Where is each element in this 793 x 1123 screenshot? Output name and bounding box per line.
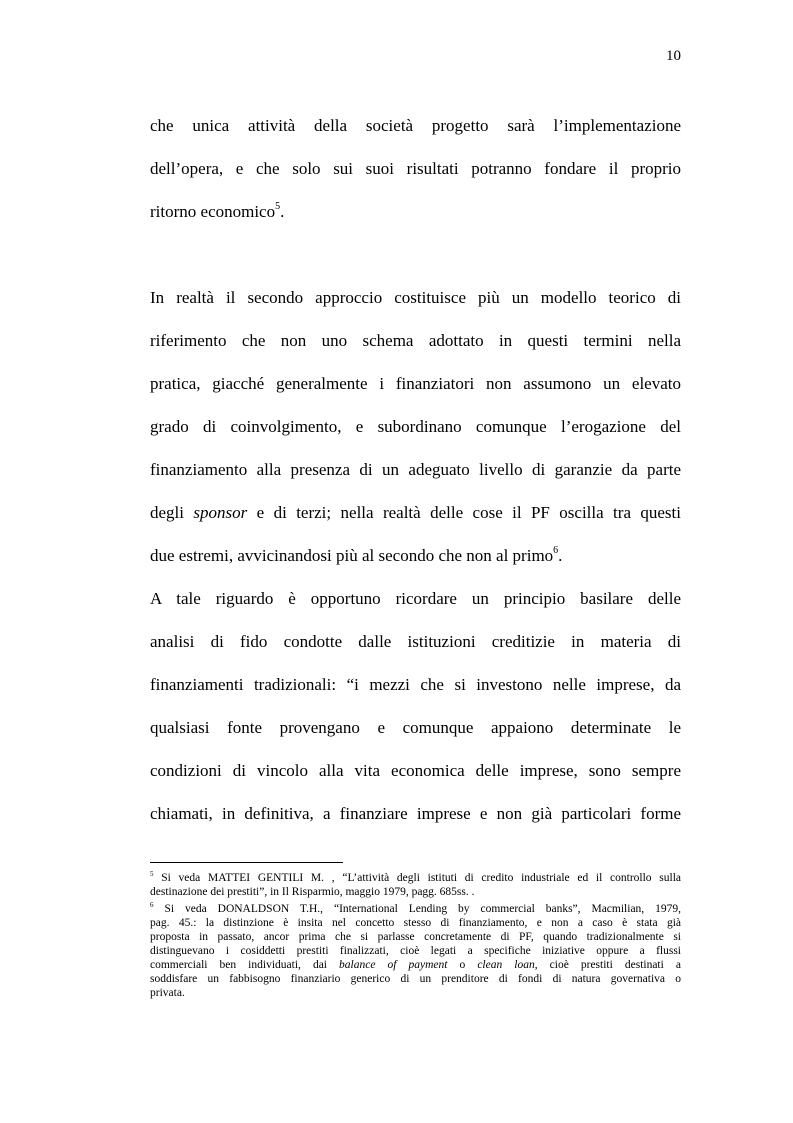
footnote-line: soddisfare un fabbisogno finanziario generico di un prenditore di fondi di natura governativa o	[150, 973, 681, 985]
footnote-line: pag. 45.: la distinzione è insita nel concetto stesso di finanziamento, e non a caso è stata già	[150, 917, 681, 929]
footnote-ref-5[interactable]: 5	[275, 201, 281, 213]
text-line: grado di coinvolgimento, e subordinano comunque l’erogazione del	[150, 417, 681, 436]
footnote-line: privata.	[150, 987, 185, 999]
text-line: qualsiasi fonte provengano e comunque appaiono determinate le	[150, 718, 681, 737]
footnote-line: destinazione dei prestiti”, in Il Risparmio, maggio 1979, pagg. 685ss. .	[150, 886, 475, 898]
text-line: condizioni di vincolo alla vita economica delle imprese, sono sempre	[150, 761, 681, 780]
footnote-line: commerciali ben individuati, dai balance of payment o clean loan, cioè prestiti destinati a	[150, 959, 681, 971]
text-line: ritorno economico$^5$.	[150, 201, 285, 221]
text-line: degli sponsor e di terzi; nella realtà delle cose il PF oscilla tra questi	[150, 503, 681, 522]
text-line: che unica attività della società progetto sarà l’implementazione	[150, 116, 681, 135]
text-line: analisi di fido condotte dalle istituzioni creditizie in materia di	[150, 632, 681, 651]
text-line: finanziamenti tradizionali: “i mezzi che si investono nelle imprese, da	[150, 675, 681, 694]
emphasis-balance-of-payment: balance of payment	[339, 959, 448, 971]
page-number: 10	[666, 48, 681, 64]
footnote-number: 5	[150, 870, 154, 879]
text-line: In realtà il secondo approccio costituisce più un modello teorico di	[150, 288, 681, 307]
footnote-ref-6[interactable]: 6	[553, 545, 559, 557]
text-line: chiamati, in definitiva, a finanziare imprese e non già particolari forme	[150, 804, 681, 823]
footnote-line: distinguevano i cosiddetti prestiti finalizzati, cioè legati a specifiche iniziative oppure a flussi	[150, 945, 681, 957]
emphasis-sponsor: sponsor	[193, 503, 248, 522]
footnote-line: proposta in passato, ancor prima che si parlasse concretamente di PF, quando tradizionalmente si	[150, 931, 681, 943]
footnote-number: 6	[150, 901, 154, 910]
text-line: finanziamento alla presenza di un adeguato livello di garanzie da parte	[150, 460, 681, 479]
emphasis-clean-loan: clean loan	[477, 959, 535, 971]
footnote-line: $^6$ Si veda DONALDSON T.H., “International Lending by commercial banks”, Macmilian, 1979,	[150, 901, 681, 915]
text-line: dell’opera, e che solo sui suoi risultati potranno fondare il proprio	[150, 159, 681, 178]
footnote-line: $^5$ Si veda MATTEI GENTILI M. , “L’attività degli istituti di credito industriale ed il controllo sulla	[150, 870, 681, 884]
text-line: pratica, giacché generalmente i finanziatori non assumono un elevato	[150, 374, 681, 393]
text-line: riferimento che non uno schema adottato in questi termini nella	[150, 331, 681, 350]
text-line: A tale riguardo è opportuno ricordare un principio basilare delle	[150, 589, 681, 608]
footnote-separator	[150, 862, 343, 863]
text-line: due estremi, avvicinandosi più al secondo che non al primo$^6$.	[150, 545, 563, 565]
